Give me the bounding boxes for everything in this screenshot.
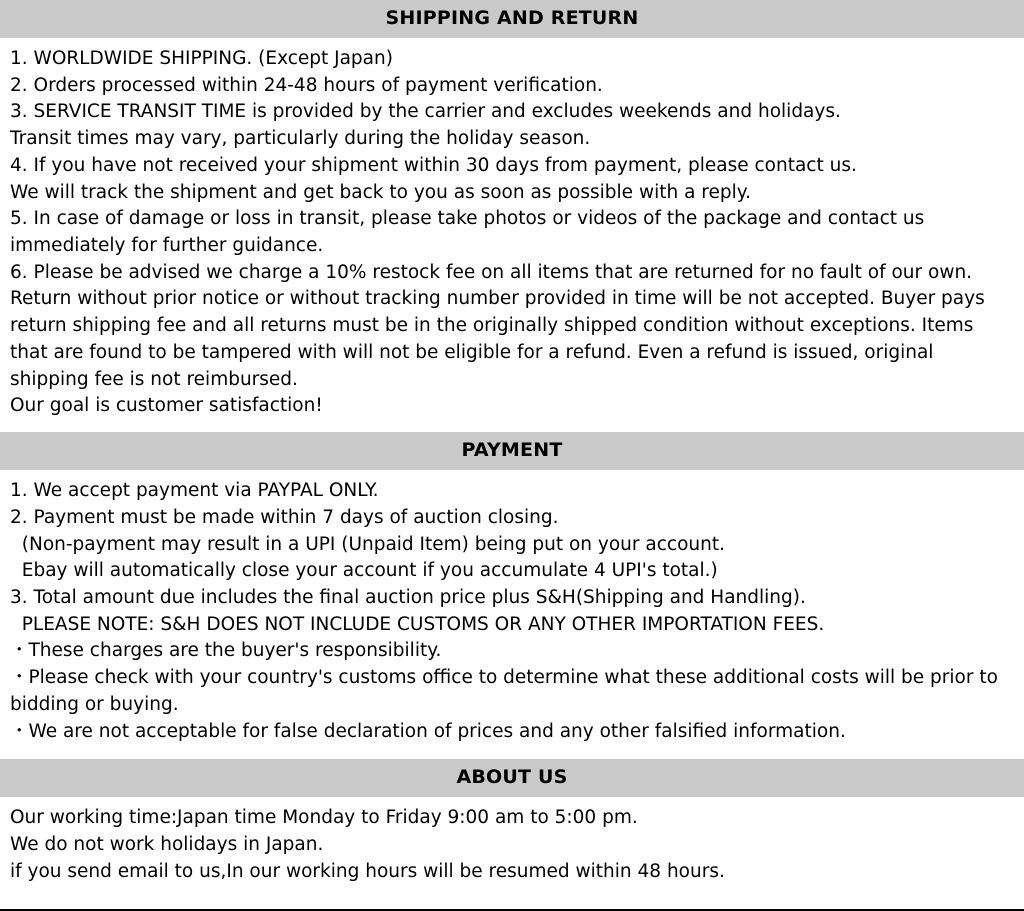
section-body-about-us [0, 797, 1024, 891]
policy-line: Our working time:Japan time Monday to Friday 9:00 am to 5:00 pm. [10, 807, 638, 829]
policy-line: 2. Payment must be made within 7 days of auction closing. [10, 506, 559, 528]
section-body-payment [0, 470, 1024, 751]
policy-line: if you send email to us,In our working hours will be resumed within 48 hours. [10, 860, 725, 882]
policy-line: 5. In case of damage or loss in transit, please take photos or videos of the package and contact us immediately for further guidance. [10, 208, 931, 257]
section-body-shipping-and-return [0, 38, 1024, 426]
policy-line: 4. If you have not received your shipment within 30 days from payment, please contact us. [10, 154, 857, 176]
policy-line: 3. SERVICE TRANSIT TIME is provided by the carrier and excludes weekends and holidays. [10, 101, 841, 123]
policy-line: PLEASE NOTE: S&H DOES NOT INCLUDE CUSTOMS OR ANY OTHER IMPORTATION FEES. [10, 613, 825, 635]
section-spacer [0, 751, 1024, 759]
policy-line: Ebay will automatically close your account if you accumulate 4 UPI's total.) [10, 560, 718, 582]
policy-line: 3. Total amount due includes the final auction price plus S&H(Shipping and Handling). [10, 586, 806, 608]
policy-line: ・We are not acceptable for false declaration of prices and any other falsified information. [10, 720, 846, 742]
policy-line: 1. WORLDWIDE SHIPPING. (Except Japan) [10, 48, 393, 69]
policy-line: 2. Orders processed within 24-48 hours of payment verification. [10, 74, 603, 96]
section-header-about-us: ABOUT US [0, 759, 1024, 797]
policy-line: 6. Please be advised we charge a 10% restock fee on all items that are returned for no fault of our own. Return without prior notice or without tracking number provided in time will be not accepted. Buyer pays return shipping fee and all returns must be in the originally shipped condition without exceptions. Items that are found to be tampered with will not be eligible for a refund. Even a refund is issued, original shipping fee is not reimbursed. [10, 261, 991, 390]
policy-line: ・Please check with your country's customs office to determine what these additional costs will be prior to bidding or buying. [10, 667, 1004, 715]
policy-line: We do not work holidays in Japan. [10, 833, 324, 855]
section-header-payment: PAYMENT [0, 432, 1024, 470]
section-header-shipping-and-return: SHIPPING AND RETURN [0, 0, 1024, 38]
policy-line: We will track the shipment and get back to you as soon as possible with a reply. [10, 181, 751, 203]
policy-line: (Non-payment may result in a UPI (Unpaid Item) being put on your account. [10, 533, 725, 555]
policy-line: Our goal is customer satisfaction! [10, 395, 323, 417]
policy-line: Transit times may vary, particularly during the holiday season. [10, 128, 591, 150]
policy-line: ・These charges are the buyer's responsibility. [10, 640, 442, 662]
policy-line: 1. We accept payment via PAYPAL ONLY. [10, 480, 379, 502]
